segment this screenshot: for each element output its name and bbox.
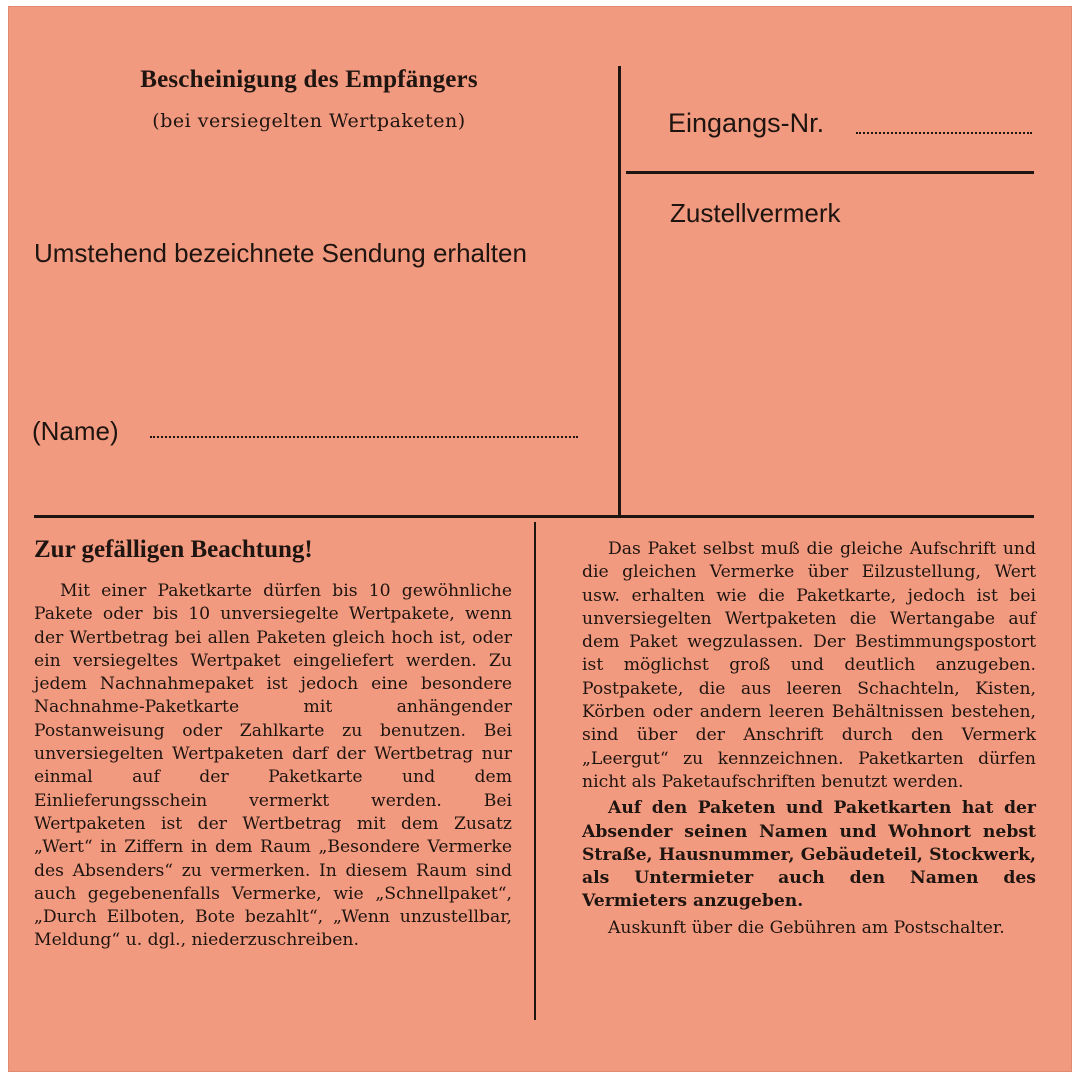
- notice-left-text: [34, 580, 512, 953]
- notice-right-paragraph-2: Auf den Paketen und Paketkarten hat der Absender seinen Namen und Wohnort nebst Straße, Hausnummer, Gebäudeteil, Stockwerk, als Untermieter auch den Namen des Vermieters anzugeben.: [582, 798, 1036, 912]
- receipt-subtitle: (bei versiegelten Wertpaketen): [152, 110, 466, 132]
- delivery-note-label: Zustellvermerk: [670, 198, 841, 228]
- right-horizontal-divider: [626, 171, 1034, 174]
- bottom-vertical-divider: [534, 522, 536, 1020]
- entry-number-label: Eingangs-Nr.: [668, 108, 825, 138]
- notice-right-paragraph-1: Das Paket selbst muß die gleiche Aufschrift und die gleichen Vermerke über Eilzustellung, Wert usw. erhalten wie die Paketkarte, jedoch ist bei unversiegelten Wertpaketen die Wertangabe auf dem Paket wegzulassen. Der Bestimmungspostort ist möglichst groß und deutlich anzugeben. Postpakete, die aus leeren Schachteln, Kisten, Körben oder andern leeren Behältnissen bestehen, sind über der Anschrift durch den Vermerk „Leergut“ zu kennzeichnen. Paketkarten dürfen nicht als Paketaufschriften benutzt werden.: [582, 539, 1036, 792]
- name-signature-line[interactable]: [150, 436, 578, 438]
- notice-right-paragraph-3: Auskunft über die Gebühren am Postschalter.: [608, 917, 1005, 938]
- notice-left-paragraph: Mit einer Paketkarte dürfen bis 10 gewöhnliche Pakete oder bis 10 unversiegelte Wertpakete, wenn der Wertbetrag bei allen Paketen gleich hoch ist, oder ein versiegeltes Wertpaket eingeliefert werden. Zu jedem Nachnahmepaket ist jedoch eine besondere Nachnahme-Paketkarte mit anhängender Postanweisung oder Zahlkarte zu benutzen. Bei unversiegelten Wertpaketen darf der Wertbetrag nur einmal auf der Paketkarte und dem Einlieferungsschein vermerkt werden. Bei Wertpaketen ist der Wertbetrag mit dem Zusatz „Wert“ in Ziffern in dem Raum „Besondere Vermerke des Absenders“ zu vermerken. In diesem Raum sind auch gegebenenfalls Vermerke, wie „Schnellpaket“, „Durch Eilboten, Bote bezahlt“, „Wenn unzustellbar, Meldung“ u. dgl., niederzuschreiben.: [34, 581, 512, 951]
- entry-number-line[interactable]: [856, 132, 1032, 134]
- receipt-title: Bescheinigung des Empfängers: [140, 66, 478, 93]
- received-text: Umstehend bezeichnete Sendung erhalten: [34, 238, 527, 268]
- top-vertical-divider: [618, 66, 621, 518]
- notice-right-text: [582, 538, 1036, 943]
- parcel-card-back: [8, 6, 1072, 1072]
- notice-heading: Zur gefälligen Beachtung!: [34, 536, 313, 563]
- main-horizontal-divider: [34, 515, 1034, 518]
- name-label: (Name): [32, 416, 119, 446]
